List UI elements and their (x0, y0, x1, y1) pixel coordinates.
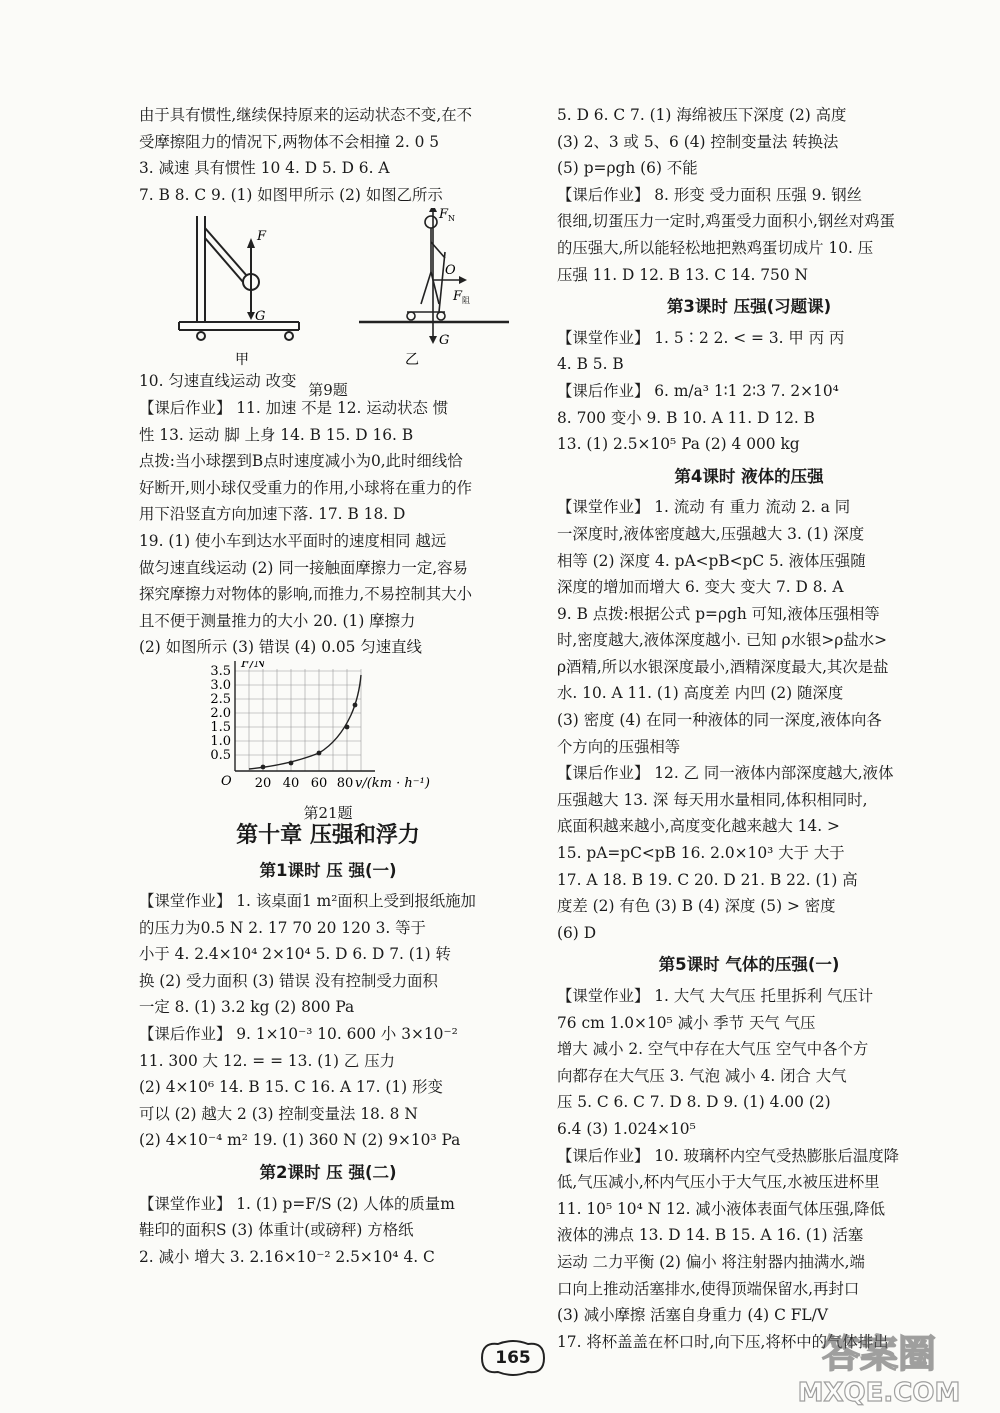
text-line: 小于 4. 2.4×10⁴ 2×10⁴ 5. D 6. D 7. (1) 转 (139, 945, 451, 964)
force-fzu-label: F (453, 289, 463, 305)
text-line: 底面积越来越小,高度变化越来越大 14. > (557, 817, 840, 836)
svg-text:0.5: 0.5 (210, 747, 231, 763)
text-line: 点拨:当小球摆到B点时速度减小为0,此时细线恰 (139, 452, 463, 471)
figure-21 (139, 660, 517, 822)
force-f-label: F (257, 229, 267, 245)
text-line: 19. (1) 使小车到达水平面时的速度相同 越远 (139, 531, 447, 550)
right-column (557, 102, 941, 1355)
text-line: (2) 如图所示 (3) 错误 (4) 0.05 匀速直线 (139, 638, 422, 657)
label-jia: 甲 (235, 352, 249, 369)
text-line: (5) p=ρgh (6) 不能 (557, 159, 698, 178)
force-fn-subscript: N (448, 214, 455, 224)
svg-text:2.5: 2.5 (210, 691, 231, 707)
text-line: (3) 2、3 或 5、6 (4) 控制变量法 转换法 (557, 132, 839, 151)
text-line: 的压力为0.5 N 2. 17 70 20 120 3. 等于 (139, 918, 426, 937)
text-line: ρ酒精,所以水银深度最小,酒精深度最大,其次是盐 (557, 657, 889, 676)
text-line: 【课堂作业】 1. 大气 大气压 托里拆利 气压计 (557, 987, 874, 1005)
text-line: 做匀速直线运动 (2) 同一接触面摩擦力一定,容易 (139, 558, 468, 577)
svg-text:3.0: 3.0 (210, 677, 231, 693)
svg-text:3.5: 3.5 (210, 663, 231, 679)
text-line: 受摩擦阻力的情况下,两物体不会相撞 2. 0 5 (139, 132, 440, 151)
y-axis-label: F/N (241, 660, 266, 671)
lesson-2-title: 第2课时 压 强(二) (259, 1163, 397, 1183)
text-line: (3) 密度 (4) 在同一种液体的同一深度,液体向各 (557, 711, 882, 730)
force-fzu-subscript: 阻 (462, 296, 470, 306)
text-line: 运动 二力平衡 (2) 偏小 将注射器内抽满水,端 (557, 1252, 865, 1271)
text-line: 好断开,则小球仅受重力的作用,小球将在重力的作 (139, 478, 472, 497)
text-line: 11. 10⁵ 10⁴ N 12. 减小液体表面气体压强,降低 (557, 1199, 885, 1218)
chapter-title: 第十章 压强和浮力 (236, 822, 420, 848)
text-line: 很细,切蛋压力一定时,鸡蛋受力面积小,钢丝对鸡蛋 (557, 212, 895, 231)
text-line: 时,密度越大,液体深度越小. 已知 ρ水银>ρ盐水> (557, 631, 887, 650)
text-line: 深度的增加而增大 6. 变大 变大 7. D 8. A (557, 578, 844, 597)
text-line: 液体的沸点 13. D 14. B 15. A 16. (1) 活塞 (557, 1226, 864, 1245)
text-line: 压强 11. D 12. B 13. C 14. 750 N (557, 265, 808, 284)
text-line: 9. B 点拨:根据公式 p=ρgh 可知,液体压强相等 (557, 604, 880, 623)
text-line: 2. 减小 增大 3. 2.16×10⁻² 2.5×10⁴ 4. C (139, 1247, 435, 1266)
text-line: 用下沿竖直方向加速下落. 17. B 18. D (139, 505, 406, 524)
text-line: 【课后作业】 10. 玻璃杯内空气受热膨胀后温度降 (557, 1146, 900, 1165)
text-line: 10. 匀速直线运动 改变 (139, 372, 297, 391)
text-line: 口向上推动活塞排水,使得顶端保留水,再封口 (557, 1279, 860, 1298)
svg-text:60: 60 (310, 775, 328, 791)
text-line: (2) 4×10⁻⁴ m² 19. (1) 360 N (2) 9×10³ Pa (139, 1131, 461, 1150)
text-line: 13. (1) 2.5×10⁵ Pa (2) 4 000 kg (557, 435, 800, 454)
text-line: 【课堂作业】 1. 流动 有 重力 流动 2. a 同 (557, 498, 851, 517)
text-line: 向都存在大气压 3. 气泡 减小 4. 闭合 大气 (557, 1066, 847, 1085)
svg-text:20: 20 (254, 775, 272, 791)
text-line: 个方向的压强相等 (557, 737, 681, 756)
watermark-graphic (772, 1325, 986, 1407)
svg-text:80: 80 (336, 775, 354, 791)
text-line: (3) 减小摩擦 活塞自身重力 (4) C FL/V (557, 1306, 828, 1325)
svg-text:40: 40 (282, 775, 300, 791)
text-line: 水. 10. A 11. (1) 高度差 内凹 (2) 随深度 (557, 684, 844, 703)
label-yi: 乙 (405, 352, 419, 369)
text-line: 6.4 (3) 1.024×10⁵ (557, 1119, 696, 1138)
figure-9-drawing (139, 208, 517, 368)
text-line: 11. 300 大 12. = = 13. (1) 乙 压力 (139, 1051, 395, 1070)
text-line: 一定 8. (1) 3.2 kg (2) 800 Pa (139, 998, 355, 1017)
text-line: 度差 (2) 有色 (3) B (4) 深度 (5) > 密度 (557, 897, 836, 916)
text-line: 【课后作业】 8. 形变 受力面积 压强 9. 钢丝 (557, 185, 862, 204)
force-fn-label: F (439, 208, 449, 223)
text-line: 5. D 6. C 7. (1) 海绵被压下深度 (2) 高度 (557, 106, 847, 124)
page-number: 165 (495, 1348, 531, 1368)
figure-9-caption: 第9题 (308, 380, 348, 399)
text-line: 【课后作业】 12. 乙 同一液体内部深度越大,液体 (557, 764, 894, 783)
lesson-5-title: 第5课时 气体的压强(一) (658, 955, 840, 975)
lesson-4-title: 第4课时 液体的压强 (674, 466, 824, 486)
text-line: 鞋印的面积S (3) 体重计(或磅秤) 方格纸 (139, 1221, 414, 1240)
lesson-3-title: 第3课时 压强(习题课) (666, 297, 832, 317)
lesson-1-title: 第1课时 压 强(一) (259, 860, 397, 880)
svg-text:1.5: 1.5 (210, 719, 231, 735)
text-line: 4. B 5. B (557, 355, 624, 374)
left-column (139, 102, 517, 1270)
text-line: 【课堂作业】 1. (1) p=F/S (2) 人体的质量m (139, 1194, 455, 1213)
text-line: 【课堂作业】 1. 5∶2 2. < = 3. 甲 丙 丙 (557, 328, 845, 347)
text-line: 换 (2) 受力面积 (3) 错误 没有控制受力面积 (139, 971, 438, 990)
text-line: (6) D (557, 923, 597, 942)
text-line: 探究摩擦力对物体的影响,而推力,不易控制其大小 (139, 585, 472, 604)
text-line: 可以 (2) 越大 2 (3) 控制变量法 18. 8 N (139, 1104, 418, 1123)
text-line: 【课后作业】 6. m/a³ 1∶1 2∶3 7. 2×10⁴ (557, 381, 839, 400)
page-number-badge (478, 1338, 548, 1378)
force-g2-label: G (439, 333, 450, 349)
text-line: 【课后作业】 11. 加速 不是 12. 运动状态 惯 (139, 398, 449, 417)
text-line: 一深度时,液体密度越大,压强越大 3. (1) 深度 (557, 524, 865, 543)
text-line: 相等 (2) 深度 4. pA<pB<pC 5. 液体压强随 (557, 551, 866, 570)
x-axis-label: v/(km · h⁻¹) (355, 775, 430, 791)
text-line: 增大 减小 2. 空气中存在大气压 空气中各个方 (557, 1040, 869, 1059)
text-line: 压强越大 13. 深 每天用水量相同,体积相同时, (557, 790, 868, 809)
watermark-text-bottom: MXQE.COM (797, 1378, 961, 1407)
text-line: 且不便于测量推力的大小 20. (1) 摩擦力 (139, 611, 416, 630)
text-line: 性 13. 运动 脚 上身 14. B 15. D 16. B (139, 425, 414, 444)
text-line: 由于具有惯性,继续保持原来的运动状态不变,在不 (139, 106, 472, 124)
text-line: 8. 700 变小 9. B 10. A 11. D 12. B (557, 408, 815, 427)
text-line: 76 cm 1.0×10⁵ 减小 季节 天气 气压 (557, 1013, 816, 1032)
figure-21-caption: 第21题 (303, 803, 353, 822)
text-line: 低,气压减小,杯内气压小于大气压,水被压进杯里 (557, 1173, 880, 1192)
origin-label: O (221, 773, 232, 789)
point-o-label: O (445, 263, 456, 279)
text-line: 压 5. C 6. C 7. D 8. D 9. (1) 4.00 (2) (557, 1093, 831, 1112)
watermark-logo (772, 1325, 986, 1407)
svg-text:1.0: 1.0 (210, 733, 231, 749)
text-line: 15. pA=pC<pB 16. 2.0×10³ 大于 大于 (557, 844, 845, 863)
text-line: (2) 4×10⁶ 14. B 15. C 16. A 17. (1) 形变 (139, 1078, 443, 1097)
svg-text:2.0: 2.0 (210, 705, 231, 721)
figure-21-graph (139, 661, 517, 791)
text-line: 7. B 8. C 9. (1) 如图甲所示 (2) 如图乙所示 (139, 185, 443, 204)
text-line: 17. 将杯盖盖在杯口时,向下压,将杯中的气体排出 (557, 1332, 889, 1351)
text-line: 3. 减速 具有惯性 10 4. D 5. D 6. A (139, 159, 390, 178)
watermark-text-top: 答案圈 (821, 1332, 937, 1376)
text-line: 的压强大,所以能轻松地把熟鸡蛋切成片 10. 压 (557, 238, 874, 257)
force-g-label: G (255, 309, 266, 325)
text-line: 【课堂作业】 1. 该桌面1 m²面积上受到报纸施加 (139, 892, 476, 911)
text-line: 【课后作业】 9. 1×10⁻³ 10. 600 小 3×10⁻² (139, 1025, 458, 1044)
text-line: 17. A 18. B 19. C 20. D 21. B 22. (1) 高 (557, 870, 858, 889)
